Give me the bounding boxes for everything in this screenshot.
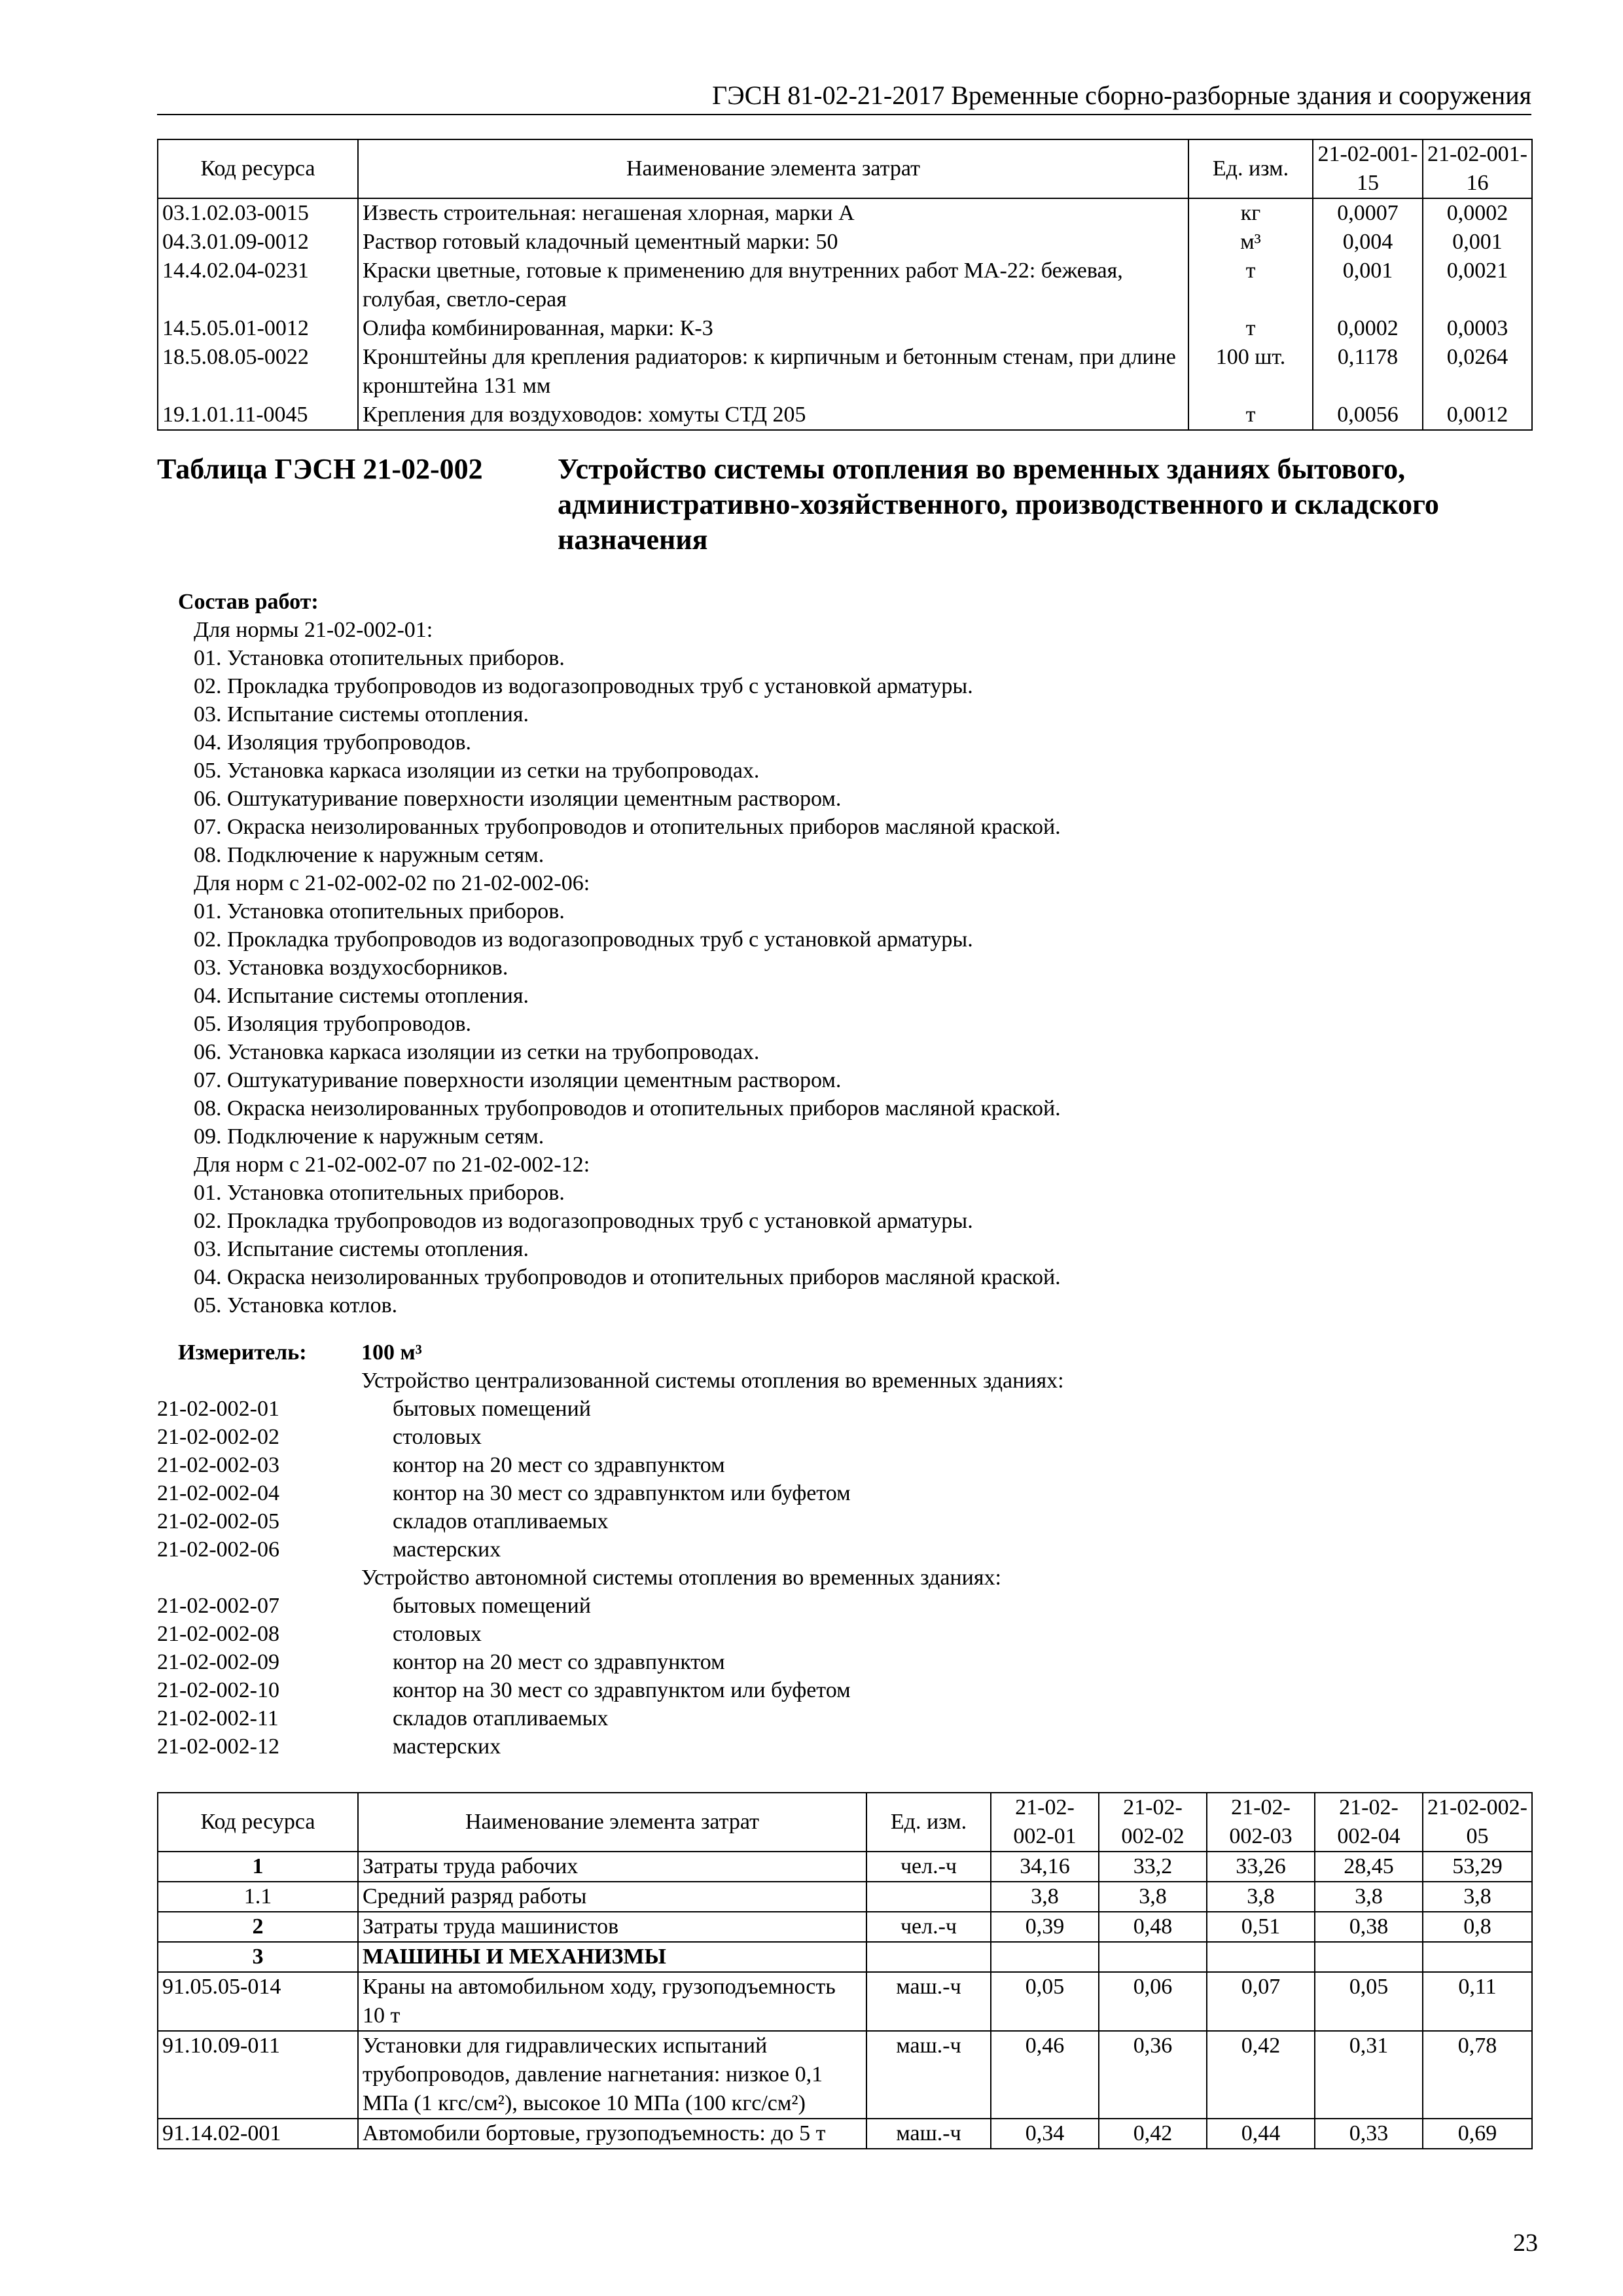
works-item: 07. Окраска неизолированных трубопроводов и отопительных приборов масляной краской. — [194, 815, 1061, 839]
cell-code: 91.14.02-001 — [158, 2119, 358, 2149]
table-row — [158, 1972, 1532, 2031]
cell-value — [1423, 1942, 1532, 1972]
meter-item — [157, 1704, 1466, 1732]
cell-value: 28,45 — [1315, 1852, 1423, 1882]
cell-value: 0,07 — [1207, 1972, 1315, 2031]
cell-value: 3,8 — [1315, 1882, 1423, 1912]
table-row — [158, 198, 1532, 228]
cell-code: 03.1.02.03-0015 — [158, 198, 358, 228]
works-heading: Состав работ: — [178, 590, 319, 614]
header-code: Код ресурса — [158, 139, 358, 198]
works-item: 03. Испытание системы отопления. — [194, 1237, 529, 1261]
cell-value: 0,0007 — [1313, 198, 1423, 228]
cell-value: 0,42 — [1099, 2119, 1207, 2149]
meter-item — [157, 1648, 1466, 1676]
table-row — [158, 257, 1532, 314]
meter-item — [157, 1592, 1466, 1620]
cell-value: 0,0003 — [1423, 314, 1532, 343]
works-item: 05. Установка каркаса изоляции из сетки на трубопроводах. — [194, 759, 760, 783]
cell-value: 0,06 — [1099, 1972, 1207, 2031]
cell-name: Краски цветные, готовые к применению для внутренних работ МА-22: бежевая, голубая, светло-серая — [358, 257, 1188, 314]
meter-item — [157, 1423, 1466, 1451]
cell-value: 33,2 — [1099, 1852, 1207, 1882]
cell-value — [1315, 1942, 1423, 1972]
meter-group-title: Устройство автономной системы отопления во временных зданиях: — [361, 1566, 1001, 1590]
meter-item-text: бытовых помещений — [393, 1397, 591, 1421]
cell-name: Краны на автомобильном ходу, грузоподъемность 10 т — [358, 1972, 866, 2031]
meter-item-code: 21-02-002-12 — [157, 1734, 279, 1759]
cell-value: 0,31 — [1315, 2031, 1423, 2119]
works-item: 06. Оштукатуривание поверхности изоляции цементным раствором. — [194, 787, 842, 811]
cell-value: 0,0012 — [1423, 401, 1532, 430]
works-list — [178, 616, 1487, 1319]
cell-unit: м³ — [1188, 228, 1313, 257]
meter-item-code: 21-02-002-02 — [157, 1425, 279, 1449]
header-code: Код ресурса — [158, 1793, 358, 1852]
cell-code: 3 — [158, 1942, 358, 1972]
running-header: ГЭСН 81-02-21-2017 Временные сборно-разборные здания и сооружения — [157, 77, 1531, 115]
works-item: 08. Подключение к наружным сетям. — [194, 843, 544, 867]
cell-value: 0,1178 — [1313, 343, 1423, 401]
works-item: 09. Подключение к наружным сетям. — [194, 1124, 544, 1149]
cell-value: 34,16 — [991, 1852, 1099, 1882]
works-item: 02. Прокладка трубопроводов из водогазопроводных труб с установкой арматуры. — [194, 927, 973, 952]
cell-code: 91.10.09-011 — [158, 2031, 358, 2119]
meter-item — [157, 1732, 1466, 1761]
works-group-title: Для норм с 21-02-002-02 по 21-02-002-06: — [194, 871, 590, 895]
cell-value: 0,0021 — [1423, 257, 1532, 314]
cell-name: Кронштейны для крепления радиаторов: к кирпичным и бетонным стенам, при длине кронштейна 131 мм — [358, 343, 1188, 401]
meter-item-text: контор на 20 мест со здравпунктом — [393, 1453, 725, 1477]
cell-value: 0,8 — [1423, 1912, 1532, 1942]
cell-value: 0,44 — [1207, 2119, 1315, 2149]
cell-unit: 100 шт. — [1188, 343, 1313, 401]
cell-value: 3,8 — [1207, 1882, 1315, 1912]
works-item: 08. Окраска неизолированных трубопроводов и отопительных приборов масляной краской. — [194, 1096, 1061, 1121]
meter-item-text: бытовых помещений — [393, 1594, 591, 1618]
header-name: Наименование элемента затрат — [358, 139, 1188, 198]
table-row — [158, 228, 1532, 257]
cell-value: 0,0056 — [1313, 401, 1423, 430]
meter-item-text: складов отапливаемых — [393, 1706, 609, 1731]
meter-item-code: 21-02-002-01 — [157, 1397, 279, 1421]
section-label: Таблица ГЭСН 21-02-002 — [157, 453, 483, 485]
meter-item-text: контор на 30 мест со здравпунктом или буфетом — [393, 1678, 851, 1702]
meter-item-text: складов отапливаемых — [393, 1509, 609, 1534]
cell-code: 1 — [158, 1852, 358, 1882]
cell-name: Олифа комбинированная, марки: К-3 — [358, 314, 1188, 343]
meter-block — [157, 1338, 1466, 1761]
meter-item — [157, 1479, 1466, 1507]
works-item: 04. Окраска неизолированных трубопроводов и отопительных приборов масляной краской. — [194, 1265, 1061, 1289]
table-row — [158, 1882, 1532, 1912]
works-item: 02. Прокладка трубопроводов из водогазопроводных труб с установкой арматуры. — [194, 1209, 973, 1233]
header-col: 21-02-002-03 — [1207, 1793, 1315, 1852]
meter-item-text: контор на 30 мест со здравпунктом или буфетом — [393, 1481, 851, 1505]
meter-item — [157, 1676, 1466, 1704]
meter-unit: 100 м³ — [361, 1340, 422, 1365]
meter-label: Измеритель: — [178, 1340, 307, 1365]
cell-code: 18.5.08.05-0022 — [158, 343, 358, 401]
meter-item — [157, 1507, 1466, 1535]
meter-item-code: 21-02-002-09 — [157, 1650, 279, 1674]
cell-value: 0,0264 — [1423, 343, 1532, 401]
cell-code: 14.5.05.01-0012 — [158, 314, 358, 343]
cell-value — [1099, 1942, 1207, 1972]
cell-value: 0,004 — [1313, 228, 1423, 257]
cell-name: Установки для гидравлических испытаний трубопроводов, давление нагнетания: низкое 0,1 МПа (1 кгс/см²), высокое 10 МПа (100 кгс/см²) — [358, 2031, 866, 2119]
cell-name: Известь строительная: негашеная хлорная, марки А — [358, 198, 1188, 228]
cell-value: 0,34 — [991, 2119, 1099, 2149]
cell-unit: т — [1188, 257, 1313, 314]
works-group-title: Для норм с 21-02-002-07 по 21-02-002-12: — [194, 1153, 590, 1177]
cell-value: 0,0002 — [1423, 198, 1532, 228]
meter-group-row — [157, 1564, 1466, 1592]
cell-name: Затраты труда рабочих — [358, 1852, 866, 1882]
cell-value: 0,05 — [991, 1972, 1099, 2031]
meter-item-text: мастерских — [393, 1537, 501, 1562]
cell-unit: т — [1188, 401, 1313, 430]
cell-value: 0,05 — [1315, 1972, 1423, 2031]
meter-item-code: 21-02-002-05 — [157, 1509, 279, 1534]
table-row — [158, 1942, 1532, 1972]
works-item: 01. Установка отопительных приборов. — [194, 899, 565, 924]
cell-value: 0,001 — [1423, 228, 1532, 257]
header-unit: Ед. изм. — [1188, 139, 1313, 198]
header-col-1: 21-02-001-15 — [1313, 139, 1423, 198]
cell-name: Затраты труда машинистов — [358, 1912, 866, 1942]
works-composition — [178, 588, 1487, 1319]
meter-item-code: 21-02-002-04 — [157, 1481, 279, 1505]
cell-value: 0,39 — [991, 1912, 1099, 1942]
meter-item-text: столовых — [393, 1425, 482, 1449]
cell-value: 3,8 — [1423, 1882, 1532, 1912]
cell-unit: чел.-ч — [866, 1852, 991, 1882]
cell-value: 0,001 — [1313, 257, 1423, 314]
works-item: 04. Испытание системы отопления. — [194, 984, 529, 1008]
meter-item — [157, 1451, 1466, 1479]
table-row — [158, 314, 1532, 343]
page-number: 23 — [1513, 2229, 1538, 2257]
cell-value: 53,29 — [1423, 1852, 1532, 1882]
meter-item — [157, 1620, 1466, 1648]
resources-table-bottom — [157, 1792, 1533, 2149]
header-col: 21-02-002-02 — [1099, 1793, 1207, 1852]
works-item: 06. Установка каркаса изоляции из сетки на трубопроводах. — [194, 1040, 760, 1064]
cell-unit — [866, 1942, 991, 1972]
header-unit: Ед. изм. — [866, 1793, 991, 1852]
meter-item — [157, 1535, 1466, 1564]
cell-value: 0,0002 — [1313, 314, 1423, 343]
meter-item-code: 21-02-002-07 — [157, 1594, 279, 1618]
meter-item-text: столовых — [393, 1622, 482, 1646]
cell-unit: т — [1188, 314, 1313, 343]
cell-unit: маш.-ч — [866, 2031, 991, 2119]
meter-row — [157, 1338, 1466, 1367]
header-col: 21-02-002-01 — [991, 1793, 1099, 1852]
table-row — [158, 401, 1532, 430]
works-item: 01. Установка отопительных приборов. — [194, 1181, 565, 1205]
cell-code: 19.1.01.11-0045 — [158, 401, 358, 430]
cell-value: 0,33 — [1315, 2119, 1423, 2149]
cell-unit: маш.-ч — [866, 1972, 991, 2031]
cell-value: 0,38 — [1315, 1912, 1423, 1942]
cell-code: 91.05.05-014 — [158, 1972, 358, 2031]
cell-name: Средний разряд работы — [358, 1882, 866, 1912]
meter-item-text: мастерских — [393, 1734, 501, 1759]
works-item: 03. Испытание системы отопления. — [194, 702, 529, 726]
header-name: Наименование элемента затрат — [358, 1793, 866, 1852]
cell-value: 33,26 — [1207, 1852, 1315, 1882]
cell-value: 0,42 — [1207, 2031, 1315, 2119]
meter-item-code: 21-02-002-06 — [157, 1537, 279, 1562]
cell-name: Автомобили бортовые, грузоподъемность: до 5 т — [358, 2119, 866, 2149]
cell-unit: маш.-ч — [866, 2119, 991, 2149]
cell-unit — [866, 1882, 991, 1912]
works-item: 05. Установка котлов. — [194, 1293, 398, 1318]
works-item: 04. Изоляция трубопроводов. — [194, 730, 472, 755]
cell-name: МАШИНЫ И МЕХАНИЗМЫ — [358, 1942, 866, 1972]
header-col: 21-02-002-04 — [1315, 1793, 1423, 1852]
meter-group-row — [157, 1367, 1466, 1395]
cell-code: 1.1 — [158, 1882, 358, 1912]
section-title: Устройство системы отопления во временных зданиях бытового, административно-хозяйственного, производственного и складского назначения — [558, 453, 1439, 556]
meter-group-title: Устройство централизованной системы отопления во временных зданиях: — [361, 1369, 1064, 1393]
works-item: 07. Оштукатуривание поверхности изоляции цементным раствором. — [194, 1068, 842, 1092]
works-group-title: Для нормы 21-02-002-01: — [194, 618, 433, 642]
meter-item — [157, 1395, 1466, 1423]
header-col-2: 21-02-001-16 — [1423, 139, 1532, 198]
works-item: 01. Установка отопительных приборов. — [194, 646, 565, 670]
cell-name: Крепления для воздуховодов: хомуты СТД 205 — [358, 401, 1188, 430]
cell-code: 14.4.02.04-0231 — [158, 257, 358, 314]
meter-item-text: контор на 20 мест со здравпунктом — [393, 1650, 725, 1674]
cell-value: 3,8 — [991, 1882, 1099, 1912]
cell-value: 0,69 — [1423, 2119, 1532, 2149]
cell-name: Раствор готовый кладочный цементный марки: 50 — [358, 228, 1188, 257]
resources-table-top — [157, 139, 1533, 431]
cell-value: 0,78 — [1423, 2031, 1532, 2119]
cell-value — [991, 1942, 1099, 1972]
cell-value: 0,48 — [1099, 1912, 1207, 1942]
works-item: 03. Установка воздухосборников. — [194, 956, 508, 980]
works-item: 02. Прокладка трубопроводов из водогазопроводных труб с установкой арматуры. — [194, 674, 973, 698]
cell-value: 0,46 — [991, 2031, 1099, 2119]
meter-item-code: 21-02-002-11 — [157, 1706, 279, 1731]
cell-code: 2 — [158, 1912, 358, 1942]
meter-item-code: 21-02-002-08 — [157, 1622, 279, 1646]
table-row — [158, 1912, 1532, 1942]
header-col: 21-02-002-05 — [1423, 1793, 1532, 1852]
cell-value: 3,8 — [1099, 1882, 1207, 1912]
cell-code: 04.3.01.09-0012 — [158, 228, 358, 257]
works-item: 05. Изоляция трубопроводов. — [194, 1012, 472, 1036]
meter-item-code: 21-02-002-10 — [157, 1678, 279, 1702]
table-row — [158, 343, 1532, 401]
cell-unit: кг — [1188, 198, 1313, 228]
cell-value — [1207, 1942, 1315, 1972]
cell-value: 0,11 — [1423, 1972, 1532, 2031]
table-row — [158, 2119, 1532, 2149]
table-row — [158, 2031, 1532, 2119]
cell-value: 0,51 — [1207, 1912, 1315, 1942]
table-row — [158, 1852, 1532, 1882]
cell-unit: чел.-ч — [866, 1912, 991, 1942]
meter-item-code: 21-02-002-03 — [157, 1453, 279, 1477]
cell-value: 0,36 — [1099, 2031, 1207, 2119]
